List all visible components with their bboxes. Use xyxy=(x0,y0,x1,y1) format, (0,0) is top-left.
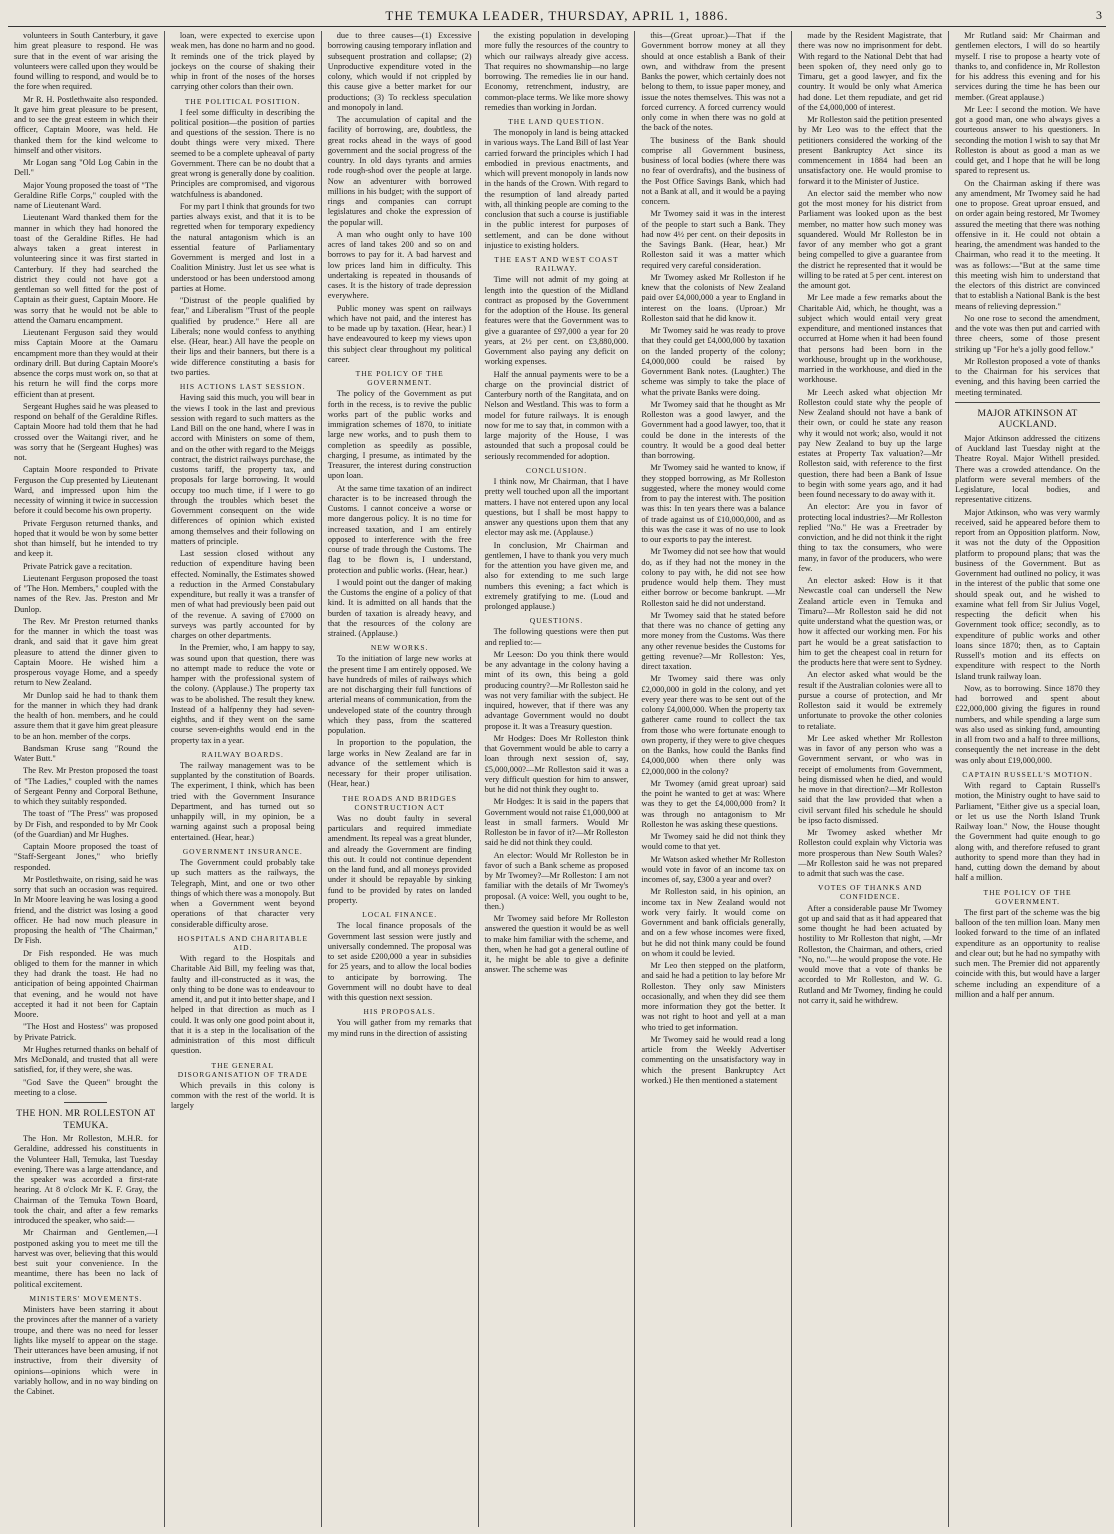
paragraph: At the same time taxation of an indirect character is to be increased through the Customs. I cannot conceive a worse or more dangerous policy. It is no time for increased taxation, and I am entirely opposed to interference with the free course of trade through the Customs. The flag to be flown is, I understand, protection and public works. (Hear, hear.) xyxy=(327,483,472,575)
paragraph: Which prevails in this colony is common with the rest of the world. It is largely xyxy=(170,1080,315,1111)
paragraph: The Hon. Mr Rolleston, M.H.R. for Geraldine, addressed his constituents in the Volunteer Hall, Temuka, last Tuesday evening. There was a large attendance, and the speaker was accorded a first-rate hearing. At 8 o'clock Mr K. F. Gray, the Chairman of the Temuka Town Board, took the chair, and after a few remarks introduced the speaker, who said:— xyxy=(14,1134,158,1226)
paragraph: The local finance proposals of the Government last session were justly and universally condemned. The proposal was to set aside £200,000 a year in subsidies for 25 years, and to allow the local bodies to anticipate by borrowing. The Government will no doubt have to deal with this question next session. xyxy=(327,921,472,1003)
paragraph: Mr Lee made a few remarks about the Charitable Aid, which, he thought, was a subject which would entail very great expenditure, and mentioned instances that occurred at Home when it had been found that persons had been born in the workhouse, brought up in the workhouse, married in the workhouse, and died in the workhouse. xyxy=(798,293,943,385)
paragraph: Mr Lee asked whether Mr Rolleston was in favor of any person who was a Government servant, or who was in receipt of emoluments from Government, being dismissed when he died, and would he move in that direction?—Mr Rolleston said that the law provided that when a civil servant filed his schedule he should be ipso facto dismissed. xyxy=(798,733,943,825)
section-subheading: THE LAND QUESTION. xyxy=(508,117,605,126)
paragraph: Mr Hughes returned thanks on behalf of Mrs McDonald, and trusted that all were satisfied, for, if they were, she was. xyxy=(14,1044,158,1075)
paragraph: Major Atkinson, who was very warmly received, said he appeared before them to report from an Opposition platform. Now, it was not the duty of the Opposition platform to propound plans; that was the business of the Government. But as Government had outlined no policy, it was in the interest of the public that some one should speak out, and he wished to examine what fell from Sir Julius Vogel, respecting the deficit when his Government took office; secondly, as to expenditure of public works and other loans since 1870; then, as to Captain Russell's motion and its effects on expenditure with respect to the North Island trunk railway loan. xyxy=(955,507,1100,681)
paragraph: The following questions were then put and replied to:— xyxy=(484,627,629,647)
paragraph: The toast of "The Press" was proposed by Dr Fish, and responded to by Mr Cook (of the Guardian) and Mr Hughes. xyxy=(14,809,158,839)
paragraph: Dr Fish responded. He was much obliged to them for the manner in which they had drank the toast. He had no anticipation of being appointed Chairman that evening, and he would not have accepted it had it not been for Captain Moore. xyxy=(14,948,158,1019)
paragraph: Mr Twomey said he would read a long article from the Weekly Advertiser commenting on the unsatisfactory way in which the present Bankruptcy Act worked.) He then mentioned a statement xyxy=(641,1034,786,1085)
section-subheading: HOSPITALS AND CHARITABLE AID. xyxy=(177,933,308,952)
paragraph: Sergeant Hughes said he was pleased to respond on behalf of the Geraldine Rifles. Captain Moore had told them that he had crossed over the Waitangi river, and he was sorry that he (Sergeant Hughes) was not. xyxy=(14,401,158,462)
section-subheading: LOCAL FINANCE. xyxy=(362,910,438,920)
paragraph: Mr Twomey said he did not think they would come to that yet. xyxy=(641,832,786,852)
section-subheading: CONCLUSION. xyxy=(525,465,588,475)
paragraph: this—(Great uproar.)—That if the Government borrow money at all they should at once establish a Bank of their own, and withdraw from the present Banks the power, which certainly does not belong to them, to issue paper money, and issue the notes themselves. This was not a forced currency. A forced currency would only come in when there was no gold at the back of the notes. xyxy=(641,31,786,133)
paragraph: With regard to the Hospitals and Charitable Aid Bill, my feeling was that, faulty and ill-constructed as it was, the only thing to be done was to endeavour to amend it, and put it into better shape, and I helped in that direction as much as I could. It was only one good point about it, that it is a step in the localisation of the administration of this most difficult question. xyxy=(170,954,315,1056)
paragraph: Captain Moore proposed the toast of "Staff-Sergeant Jones," who briefly responded. xyxy=(14,842,158,872)
paragraph: Mr Twomey said there was only £2,000,000 in gold in the colony, and yet every year there was to be sent out of the colony £4,000,000. When the property tax gatherer came round to collect the tax from those who were fortunate enough to own property, if they were to give cheques on the Banks, how could the Banks find £4,000,000 when there only was £2,000,000 in the colony? xyxy=(641,674,786,776)
paragraph: The Government could probably take up such matters as the railways, the Telegraph, Mint, and one or two other things of which there was a monopoly. But when a Government went beyond operations of that character very considerable difficulty arose. xyxy=(170,858,315,929)
paragraph: Mr Rolleston said, in his opinion, an income tax in New Zealand would not work very fairly. It would come on Government and bank officials generally, and on a few whose incomes were fixed, but he did not think many could be found on whom it could be levied. xyxy=(641,887,786,958)
paragraph: Lieutenant Ferguson proposed the toast of "The Hon. Members," coupled with the names of the Rev. Jas. Preston and Mr Dunlop. xyxy=(14,573,158,614)
column-5 xyxy=(635,31,792,1527)
column-1 xyxy=(8,31,165,1527)
article-divider xyxy=(64,1102,107,1103)
paragraph: Having said this much, you will bear in the views I took in the last and previous session with regard to such matters as the Land Bill on the one hand, where I was in accord with Ministers on some of them, and on the other with regard to the Meiggs contract, the district railways purchase, the customs tariff, the property tax, and proposals for large borrowing. It would occupy too much time, if I were to go through the troubles which beset the Government consequent on the wide differences of opinion which existed among themselves and their following on matters of principle. xyxy=(170,393,315,546)
paragraph: Mr Postlethwaite, on rising, said he was sorry that such an occasion was required. In Mr Moore leaving he was losing a good friend, and the district was losing a good officer. He had now much pleasure in proposing the health of "The Chairman," Dr Fish. xyxy=(14,874,158,946)
paragraph: Mr Twomey asked whether Mr Rolleston could explain why Victoria was more prosperous than New South Wales?—Mr Rolleston said he was not prepared to admit that such was the case. xyxy=(798,828,943,878)
paragraph: The monopoly in land is being attacked in various ways. The Land Bill of last Year carried forward the principles which I had embodied in previous enactments, and which will prevent monopoly in lands now in the hands of the Crown. With regard to the resumption of land already parted with, all thinking people are coming to the conclusion that such a course is justifiable in the public interest for purposes of settlement, and can be done without injustice to existing holders. xyxy=(484,128,629,250)
paragraph: Last session closed without any reduction of expenditure having been effected. Nominally, the Estimates showed a reduction in the Armed Constabulary expenditure, but really it was a transfer of men of what had previously been paid out of the revenue. A saving of £7000 on surveys was partly accounted for by charges on other departments. xyxy=(170,549,315,641)
paragraph: To the initiation of large new works at the present time I am entirely opposed. We have hundreds of miles of railways which are not discharging their full functions of arterial means of communication, from the undeveloped state of the country through which they pass, from the scattered population. xyxy=(327,654,472,736)
section-subheading: THE EAST AND WEST COAST RAILWAY. xyxy=(494,255,619,274)
paragraph: The Rev. Mr Preston returned thanks for the manner in which the toast was drank, and said that it gave him great pleasure to attend the dinner given to Captain Moore. He wished him a prosperous voyage Home, and a speedy return to New Zealand. xyxy=(14,616,158,688)
masthead-title: THE TEMUKA LEADER, THURSDAY, APRIL 1, 1886. xyxy=(385,8,729,23)
paragraph: "God Save the Queen" brought the meeting to a close. xyxy=(14,1077,158,1097)
paragraph: Mr Twomey (amid great uproar) said the point he wanted to get at was: Where was they to get the £4,000,000 from? It was through no antagonism to Mr Rolleston he was asking these questions. xyxy=(641,778,786,829)
paragraph: For my part I think that grounds for two parties always exist, and that it is to be regretted when for temporary expediency the natural antagonism which is an essential feature of Parliamentary Government is merged and lost in a Coalition Ministry. Just let us see what is understood or has been understood among parties at Home. xyxy=(170,201,315,293)
paragraph: The accumulation of capital and the facility of borrowing, are, doubtless, the great rocks ahead in the ways of good government and the social progress of the country. In old days tyrants and armies rode rough-shod over the people at large. Now an adventurer with borrowed millions in his budget; with the support of rings and companies can corrupt legislatures and choke the expression of the popular will. xyxy=(327,115,472,227)
paragraph: Mr Leo then stepped on the platform, and said he had a petition to lay before Mr Rolleston. They only saw Ministers occasionally, and when they did see them more information they got the better. It was not right to hoot and yell at a man who tried to get information. xyxy=(641,961,786,1032)
paragraph: Mr Rolleston said the petition presented by Mr Leo was to the effect that the petitioners considered the working of the present Bankruptcy Act since its commencement in 1884 had been an unsatisfactory one. He would promise to forward it to the Minister of Justice. xyxy=(798,115,943,186)
paragraph: Half the annual payments were to be a charge on the provincial district of Canterbury north of the Rangitata, and on Nelson and Westland. This was to form a model for future railways. It is enough now for me to say that, in common with a large majority of the House, I was astounded that such a proposal could be seriously recommended for adoption. xyxy=(484,369,629,461)
section-subheading: THE POLICY OF THE GOVERNMENT. xyxy=(983,887,1072,906)
text-columns xyxy=(8,31,1106,1527)
paragraph: With regard to Captain Russell's motion, the Ministry ought to have said to Parliament, "Either give us a special loan, or let us use the North Island Trunk Railway loan." Now, the House thought the Government had quite enough to go along with, and therefore refused to grant authority to spend more than they had in hand, cutting down the demand by about half a million. xyxy=(955,781,1100,883)
paragraph: Mr Twomey said that he stated before that there was no chance of getting any more money from the Customs. Was there any other revenue besides the Customs for getting revenue?—Mr Rolleston: Yes, direct taxation. xyxy=(641,610,786,671)
paragraph: Mr Chairman and Gentlemen,—I postponed asking you to meet me till the harvest was over, believing that this would best suit your convenience. In the meantime, there has been no lack of political excitement. xyxy=(14,1228,158,1289)
paragraph: The Rev. Mr Preston proposed the toast of "The Ladies," coupled with the names of Sergeant Penny and Corporal Bethune, to which they suitably responded. xyxy=(14,766,158,806)
article-heading: MAJOR ATKINSON AT AUCKLAND. xyxy=(977,408,1078,431)
paragraph: The first part of the scheme was the big balloon of the ten million loan. Many men looked forward to the time of an inflated expenditure as an opportunity to realise and clear out; but he had no sympathy with such men. The Premier did not apparently coincide with this, but would have a larger scheme including an expenditure of a million and a half per annum. xyxy=(955,907,1100,999)
paragraph: Captain Moore responded to Private Ferguson the Cup presented by Lieutenant Ward, and impressed upon him the necessity of winning it twice in succession before it could become his own property. xyxy=(14,465,158,516)
section-subheading: QUESTIONS. xyxy=(529,616,584,626)
paragraph: The business of the Bank should comprise all Government business, business of local bodies (where there was no fear of overdrafts), and the business of the Post Office Savings Bank, which had not a Bank at all, and it would be a paying concern. xyxy=(641,135,786,206)
paragraph: Mr Logan sang "Old Log Cabin in the Dell." xyxy=(14,158,158,178)
paragraph: After a considerable pause Mr Twomey got up and said that as it had appeared that some thought he had been actuated by hostility to Mr Rolleston that night, —Mr Rolleston, the Chairman, and others, cried "No, no."—he would propose the vote. He would move that a vote of thanks be accorded to Mr Rolleston, and W. G. Rutland and Mr Twomey, finding he could not carry it, said he withdrew. xyxy=(798,903,943,1005)
column-3 xyxy=(322,31,479,1527)
paragraph: The railway management was to be supplanted by the constitution of Boards. The experiment, I think, which has been tried with the Government Insurance Department, and has turned out so unhappily will, in my opinion, be a warning against such a proposal being entertained. (Hear, hear.) xyxy=(170,760,315,842)
paragraph: A man who ought only to have 100 acres of land takes 200 and so on and borrows to pay for it. A bad harvest and low prices land him in difficulty. This undertaking is repeated in thousands of cases. It is the history of trade depression everywhere. xyxy=(327,229,472,301)
section-subheading: THE POLITICAL POSITION. xyxy=(184,96,301,106)
paragraph: Bandsman Kruse sang "Round the Water Butt." xyxy=(14,743,158,763)
paragraph: An elector asked what would be the result if the Australian colonies were all to pursue a course of protection, and Mr Rolleston said it would be extremely unfortunate to provoke the other colonies to retaliate. xyxy=(798,670,943,731)
column-7 xyxy=(949,31,1106,1527)
paragraph: Mr Rolleston proposed a vote of thanks to the Chairman for his services that evening, and this having been carried the meeting terminated. xyxy=(955,356,1100,397)
paragraph: Mr Leech asked what objection Mr Rolleston could state why the people of New Zealand should not have a bank of their own, or could he state any reason why it would not work; also, would it not pay New Zealand to buy up the large estates at Property Tax valuation?—Mr Rolleston said, with reference to the first question, there had been a Bank of Issue to begin with some years ago, and it had been found necessary to do away with it. xyxy=(798,387,943,499)
paragraph: "The Host and Hostess" was proposed by Private Patrick. xyxy=(14,1022,158,1042)
paragraph: In proportion to the population, the large works in New Zealand are far in advance of the settlement which is necessary for their proper utilisation. (Hear, hear.) xyxy=(327,738,472,789)
paragraph: In the Premier, who, I am happy to say, was sound upon that question, there was no attempt made to reduce the vote or hamper with the professional system of the colony. (Applause.) The property tax was to be abolished. The result they knew. Instead of a halfpenny they had seven-eighths, and if they went on the same course seven-eighths would end in the property tax in a year. xyxy=(170,643,315,745)
section-subheading: GOVERNMENT INSURANCE. xyxy=(182,846,303,856)
paragraph: due to three causes—(1) Excessive borrowing causing temporary inflation and subsequent prostration and collapse; (2) Unproductive expenditure voted in the colony, which would if not crippled by this cause give a better market for our productions; (3) To reckless speculation and monopoly in land. xyxy=(327,31,472,112)
paragraph: An elector: Would Mr Rolleston be in favor of such a Bank scheme as proposed by Mr Twomey?—Mr Rolleston: I am not familiar with the details of Mr Twomey's proposal. (A voice: Well, you ought to be, then.) xyxy=(484,850,629,911)
paragraph: Time will not admit of my going at length into the question of the Midland contract as proposed by the Government for the adoption of the House. Its general features were that the Government was to give a guarantee of £97,000 a year for 20 years, at 2½ per cent. on £3,880,000. Government also paying any deficit on working expenses. xyxy=(484,275,629,367)
paragraph: Mr Dunlop said he had to thank them for the manner in which they had drank the health of hon. members, and he could assure them that it gave him great pleasure to be an hon. member of the corps. xyxy=(14,690,158,741)
paragraph: An elector: Are you in favor of protecting local industries?—Mr Rolleston replied "No." He was a Freetrader by conviction, and he did not think it the right thing to tax the consumers, who were many, in favor of the producers, who were few. xyxy=(798,502,943,573)
column-6 xyxy=(792,31,949,1527)
paragraph: loan, were expected to exercise upon weak men, has done no harm and no good. It reminds one of the trick played by jockeys on the course of shaking their whip in front of the noses of the horses carrying other colors than their own. xyxy=(170,31,315,92)
article-divider xyxy=(955,402,1100,403)
paragraph: Mr Hodges: It is said in the papers that Government would not raise £1,000,000 at least in small farmers. Would Mr Rolleston be in favor of it?—Mr Rolleston said he did not think they could. xyxy=(484,797,629,848)
paragraph: the existing population in developing more fully the resources of the country to which our railways already give access. That requires no showmanship—no large borrowing. The remedies lie in our hand. Economy, retrenchment, industry, are common-place terms. We like more showy remedies than working in Jordan. xyxy=(484,31,629,112)
paragraph: Lieutenant Ferguson said they would miss Captain Moore at the Oamaru encampment more than they would at their ordinary drill. But during Captain Moore's absence the corps must work on, so that at his return he will find the corps more efficient than at present. xyxy=(14,328,158,399)
paragraph: made by the Resident Magistrate, that there was now no imprisonment for debt. With regard to the National Debt that had been spoken of, they need only go to Timaru, get a good lawyer, and fix the country. It would be only what America had done. Let them repudiate, and get rid of the £4,000,000 of interest. xyxy=(798,31,943,112)
paragraph: You will gather from my remarks that my mind runs in the direction of assisting xyxy=(327,1018,472,1038)
paragraph: Mr Twomey asked Mr Rolleston if he knew that the colonists of New Zealand paid over £4,000,000 a year to England in interest on the loans. (Uproar.) Mr Rolleston said that he did know it. xyxy=(641,272,786,323)
paragraph: Mr Twomey said he wanted to know, if they stopped borrowing, as Mr Rolleston suggested, where the money would come from to pay the interest with. The position was this: In ten years there was a balance of trade against us of £10,000,000, and as this was the case it was of no use to look to our exports to pay the interest. xyxy=(641,463,786,544)
paragraph: Mr Twomey said he was ready to prove that they could get £4,000,000 by taxation on the landed property of the colony; £4,000,000 could be raised by Government Bank notes. (Laughter.) The scheme was simply to take the place of what the private Banks were doing. xyxy=(641,326,786,397)
section-subheading: THE POLICY OF THE GOVERNMENT. xyxy=(355,369,444,388)
masthead xyxy=(8,6,1106,27)
paragraph: Major Atkinson addressed the citizens of Auckland last Tuesday night at the Theatre Royal. Major Withell presided. There was a crowded attendance. On the platform were several members of the Legislature, local bodies, and representative citizens. xyxy=(955,433,1100,505)
paragraph: Mr Watson asked whether Mr Rolleston would vote in favor of an income tax on incomes of, say, £300 a year and over? xyxy=(641,854,786,884)
paragraph: On the Chairman asking if there was any amendment, Mr Twomey said he had one to propose. Great uproar ensued, and on order again being restored, Mr Twomey assured the meeting that there was nothing offensive in it. He could not obtain a hearing, the amendment was handed to the Chairman, who read it to the meeting. It was as follows:—"But at the same time this meeting wish him to understand that the electors of this district are convinced that to establish a National Bank is the best means of relieving depression." xyxy=(955,178,1100,311)
column-2 xyxy=(165,31,322,1527)
paragraph: "Distrust of the people qualified by fear," and Liberalism "Trust of the people qualified by prudence." Here all are Liberals; none would confess to anything else. (Hear, hear.) All have the people on their lips and their banners, but there is a wide difference constituting a basis for two parties. xyxy=(170,296,315,377)
paragraph: An elector asked: How is it that Newcastle coal can undersell the New Zealand article even in Temuka and Timaru?—Mr Rolleston said he did not quite understand what the question was, or how it affected our working men. For his part he would be a great satisfaction to him to get the cheapest coal in return for the products here that were sent to Sydney. xyxy=(798,576,943,667)
paragraph: Ministers have been starring it about the provinces after the manner of a variety troupe, and there was no need for lesser lights like myself to appear on the stage. Their utterances have been amusing, if not instructive, from their diversity of opinions—opinions which were in variably hollow, and in no way binding on the Cabinet. xyxy=(14,1305,158,1397)
section-subheading: NEW WORKS. xyxy=(370,643,429,653)
paragraph: Mr Hodges: Does Mr Rolleston think that Government would be able to carry a loan through next session of, say, £5,000,000?—Mr Rolleston said it was a very difficult question for him to answer, but he did not think they ought to. xyxy=(484,733,629,795)
paragraph: Now, as to borrowing. Since 1870 they had borrowed and spent about £22,000,000 giving the figures in round numbers, and while spending a large sum was also used as sinking fund, amounting in all from two and a half to three millions, consequently the net increase in the debt was only about £19,000,000. xyxy=(955,683,1100,765)
section-subheading: CAPTAIN RUSSELL'S MOTION. xyxy=(962,769,1093,779)
paragraph: I feel some difficulty in describing the political position—the position of parties and questions of the session. There is no doubt things were very mixed. There seemed to be a complete upheaval of party Government. There can be no doubt that a great wrong is generally done by coalition. Principles are compromised, and vigorous watchfulness is abandoned. xyxy=(170,107,315,199)
paragraph: Mr Twomey said it was in the interest of the people to start such a Bank. They had now 4½ per cent. on their deposits in the Savings Bank. (Hear, hear.) Mr Rolleston said it was a matter which required very careful consideration. xyxy=(641,209,786,270)
paragraph: The policy of the Government as put forth in the recess, is to revive the public works part of the public works and immigration schemes of 1870, to initiate large new works, and to push them to completion as speedily as possible, charging, I presume, as intimated by the Treasurer, the interest during construction upon loan. xyxy=(327,389,472,481)
paragraph: Private Ferguson returned thanks, and hoped that it would be won by some better shot than himself, but he intended to try and keep it. xyxy=(14,518,158,559)
section-subheading: THE GENERAL DISORGANISATION OF TRADE xyxy=(177,1060,308,1079)
paragraph: Mr R. H. Postlethwaite also responded. It gave him great pleasure to be present, and to see the great esteem in which their officer, Captain Moore, was held. He thanked them for the kind welcome to himself and other visitors. xyxy=(14,94,158,155)
section-subheading: HIS ACTIONS LAST SESSION. xyxy=(179,382,306,392)
article-heading: THE HON. MR ROLLESTON AT TEMUKA. xyxy=(16,1109,156,1131)
section-subheading: HIS PROPOSALS. xyxy=(363,1007,436,1017)
paragraph: In conclusion, Mr Chairman and gentlemen, I have to thank you very much for the attention you have given me, and also for extending to me such large numbers this evening; a fact which is extremely gratifying to me. (Loud and prolonged applause.) xyxy=(484,540,629,612)
paragraph: Mr Lee: I second the motion. We have got a good man, one who always gives a courteous answer to his questioners. In seconding the motion I wish to say that Mr Rolleston is about as good a man as we could get, and I hope that he will be long spared to represent us. xyxy=(955,104,1100,176)
paragraph: Mr Twomey said that he thought as Mr Rolleston was a good lawyer, and the Government had a good lawyer, too, that it could be done in the interests of the country. It would be a good deal better than borrowing. xyxy=(641,399,786,460)
column-4 xyxy=(479,31,636,1527)
paragraph: I would point out the danger of making the Customs the engine of a policy of that kind. It is admitted on all hands that the burden of taxation is already heavy, and that the resources of the colony are strained. (Applause.) xyxy=(327,577,472,639)
paragraph: volunteers in South Canterbury, it gave him great pleasure to respond. He was sure that in the event of war arising the volunteers were called upon they would be found willing to respond, and would be to the fore when required. xyxy=(14,31,158,92)
section-subheading: VOTES OF THANKS AND CONFIDENCE. xyxy=(817,883,923,902)
paragraph: I think now, Mr Chairman, that I have pretty well touched upon all the important matters. I have not entered upon any local questions, but I shall be most happy to answer any questions upon them that any elector may ask me. (Applause.) xyxy=(484,477,629,538)
paragraph: Was no doubt faulty in several particulars and required immediate amendment. Its repeal was a great blunder, and already the Government are finding this out. It could not continue dependent on the land fund, and all moneys provided under it should be repayable by sinking fund to be provided by rates on landed property. xyxy=(327,813,472,905)
paragraph: Lieutenant Ward thanked them for the manner in which they had honored the toast of the Geraldine Rifles. He had always taken a great interest in volunteering since it was first started in Canterbury. If they had searched the district they could not have got a gentleman so well fitted for the post of Captain as their guest, Captain Moore. He was sorry that he would not be able to attend the Oamaru encampment. xyxy=(14,213,158,325)
paragraph: Mr Twomey said before Mr Rolleston answered the question it would be as well to make him familiar with the scheme, and then, when he had got a general outline of it, he might be able to give a definite answer. The scheme was xyxy=(484,914,629,975)
paragraph: No one rose to second the amendment, and the vote was then put and carried with three cheers, some of those present striking up "For he's a jolly good fellow." xyxy=(955,313,1100,354)
section-subheading: THE ROADS AND BRIDGES CONSTRUCTION ACT xyxy=(342,793,457,812)
paragraph: An elector said the member who now got the most money for his district from Parliament was looked upon as the best member, no matter how such money was squandered. Would Mr Rolleston be in favor of any member who got a grant being compelled to give a guarantee from the district he represented that it would be willing to be rated at 5 per cent. interest on the amount got. xyxy=(798,188,943,290)
paragraph: Mr Twomey did not see how that would do, as if they had not the money in the colony to pay with, he did not see how prudence would help them. They must either borrow or become bankrupt. —Mr Rolleston said he did not understand. xyxy=(641,547,786,608)
paragraph: Mr Leeson: Do you think there would be any advantage in the colony having a mint of its own, this being a gold producing country?—Mr Rolleston said he was not very familiar with the subject. He inquired, however, that if there was any advantage Government would no doubt propose it. It was a Treasury question. xyxy=(484,649,629,731)
paragraph: Private Patrick gave a recitation. xyxy=(23,561,133,571)
section-subheading: MINISTERS' MOVEMENTS. xyxy=(29,1293,143,1303)
page-number: 3 xyxy=(1096,8,1102,22)
section-subheading: RAILWAY BOARDS. xyxy=(201,749,284,759)
paragraph: Mr Rutland said: Mr Chairman and gentlemen electors, I will do so heartily myself. I rise to propose a hearty vote of thanks to, and confidence in, Mr Rolleston for his address this evening and for his services during the time he has been our member. (Great applause.) xyxy=(955,31,1100,102)
paragraph: Public money was spent on railways which have not paid, and the interest has to be made up by taxation. (Hear, hear.) I have endeavoured to keep my views upon this subject clear throughout my political career. xyxy=(327,303,472,364)
paragraph: Major Young proposed the toast of "The Geraldine Rifle Corps," coupled with the name of Lieutenant Ward. xyxy=(14,180,158,210)
